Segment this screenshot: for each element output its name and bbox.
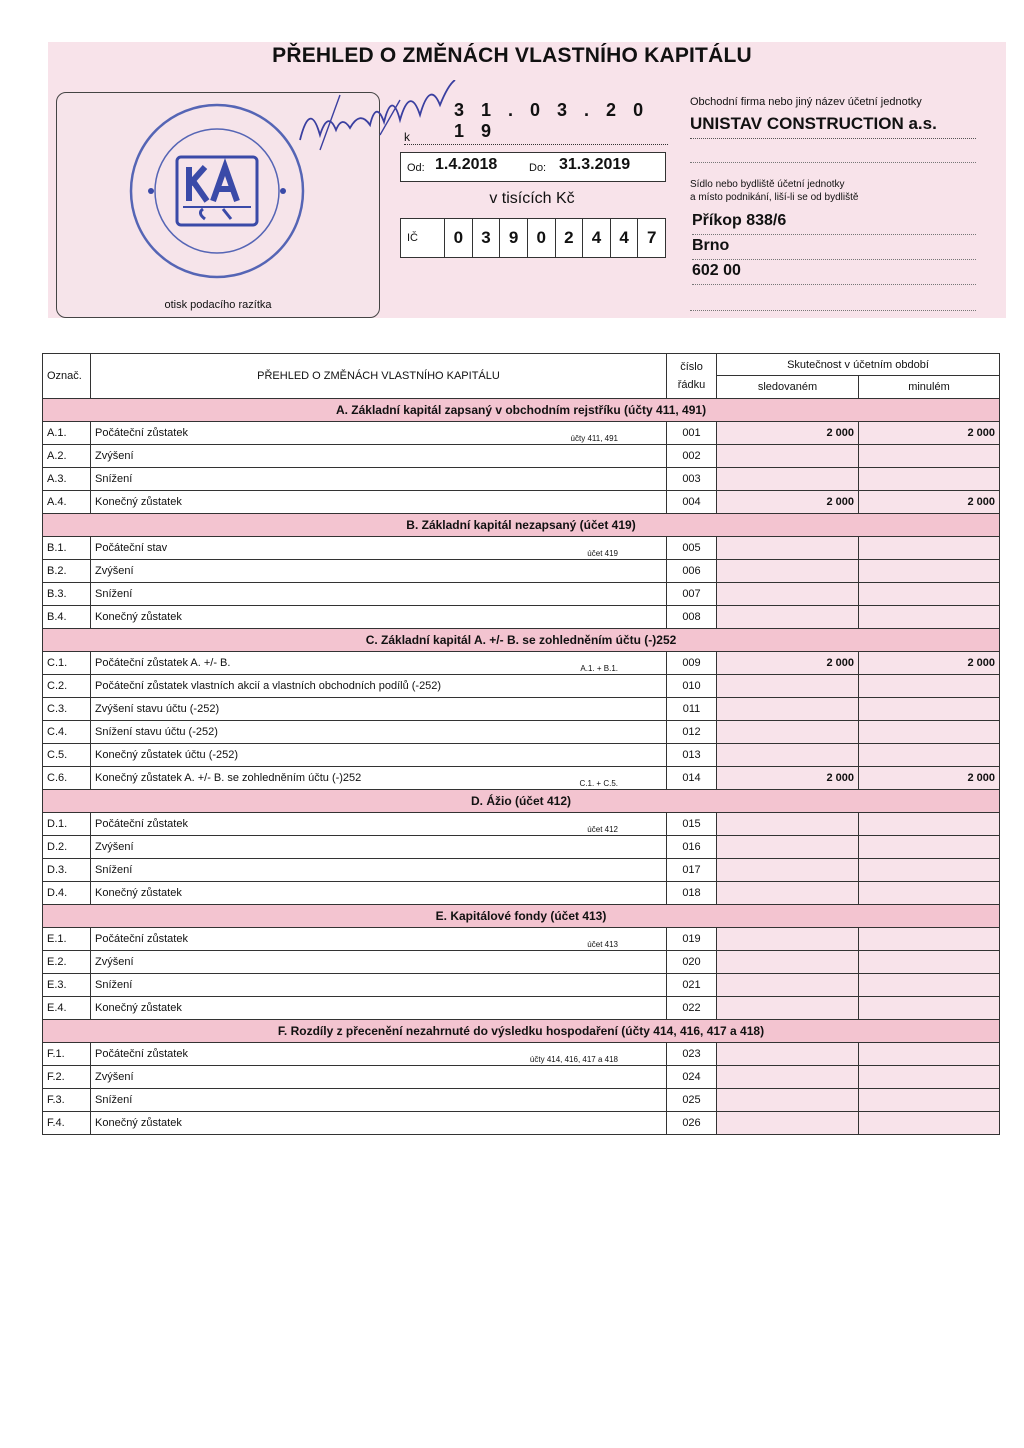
row-label-cell	[91, 583, 667, 606]
row-label: Konečný zůstatek	[95, 496, 182, 508]
value-previous	[859, 836, 1000, 859]
value-previous	[859, 974, 1000, 997]
value-current	[717, 997, 859, 1020]
value-previous	[859, 951, 1000, 974]
value-previous: 2 000	[859, 767, 1000, 790]
row-label: Zvýšení	[95, 1071, 134, 1083]
row-label: Snížení	[95, 864, 133, 876]
address-city: Brno	[692, 237, 976, 260]
row-hint: účet 412	[587, 825, 618, 834]
row-label-cell	[91, 1066, 667, 1089]
row-number: 005	[667, 537, 717, 560]
col-header-previous: minulém	[859, 376, 1000, 399]
row-number: 006	[667, 560, 717, 583]
value-previous: 2 000	[859, 491, 1000, 514]
section-title: C. Základní kapitál A. +/- B. se zohledněním účtu (-)252	[43, 629, 1000, 652]
period-od-label: Od:	[407, 162, 425, 174]
ico-box	[400, 218, 666, 258]
stamp-caption: otisk podacího razítka	[164, 299, 272, 311]
value-previous	[859, 1043, 1000, 1066]
col-header-desc: PŘEHLED O ZMĚNÁCH VLASTNÍHO KAPITÁLU	[91, 354, 667, 399]
balance-date: 3 1 . 0 3 . 2 0 1 9	[454, 100, 650, 141]
row-number: 013	[667, 744, 717, 767]
table-row	[43, 445, 1000, 468]
value-current	[717, 468, 859, 491]
table-row	[43, 583, 1000, 606]
firm-caption: Obchodní firma nebo jiný název účetní jednotky	[690, 96, 922, 108]
row-label-cell	[91, 698, 667, 721]
table-row	[43, 698, 1000, 721]
section-row	[43, 1020, 1000, 1043]
row-number: 008	[667, 606, 717, 629]
row-label-cell	[91, 951, 667, 974]
table-row	[43, 675, 1000, 698]
value-previous	[859, 721, 1000, 744]
col-header-row-2: řádku	[677, 379, 706, 391]
value-previous	[859, 606, 1000, 629]
row-label-cell	[91, 422, 667, 445]
value-previous	[859, 1066, 1000, 1089]
value-current	[717, 675, 859, 698]
value-previous	[859, 744, 1000, 767]
row-label: Konečný zůstatek A. +/- B. se zohledněním účtu (-)252	[95, 772, 362, 784]
value-current	[717, 1089, 859, 1112]
value-current	[717, 836, 859, 859]
address-street: Příkop 838/6	[692, 212, 976, 235]
section-title: A. Základní kapitál zapsaný v obchodním rejstříku (účty 411, 491)	[43, 399, 1000, 422]
value-current: 2 000	[717, 491, 859, 514]
value-previous	[859, 1112, 1000, 1135]
row-number: 016	[667, 836, 717, 859]
row-label-cell	[91, 652, 667, 675]
ico-digit: 4	[583, 219, 611, 257]
row-label: Snížení	[95, 473, 133, 485]
row-label-cell	[91, 836, 667, 859]
ico-digit: 2	[556, 219, 584, 257]
row-label-cell	[91, 721, 667, 744]
table-row	[43, 767, 1000, 790]
table-row	[43, 491, 1000, 514]
row-label: Počáteční stav	[95, 542, 168, 554]
table-row	[43, 859, 1000, 882]
row-label: Zvýšení	[95, 956, 134, 968]
row-code: F.2.	[43, 1066, 91, 1089]
ico-digit: 7	[646, 228, 657, 247]
row-code: C.6.	[43, 767, 91, 790]
row-code: E.2.	[43, 951, 91, 974]
value-current	[717, 560, 859, 583]
table-row	[43, 468, 1000, 491]
row-code: E.4.	[43, 997, 91, 1020]
section-title: D. Ážio (účet 412)	[43, 790, 1000, 813]
value-previous	[859, 882, 1000, 905]
row-number: 026	[667, 1112, 717, 1135]
row-label: Počáteční zůstatek	[95, 818, 188, 830]
row-code: B.4.	[43, 606, 91, 629]
row-hint: účty 411, 491	[570, 434, 618, 443]
row-label: Konečný zůstatek účtu (-252)	[95, 749, 239, 761]
row-code: D.4.	[43, 882, 91, 905]
table-row	[43, 606, 1000, 629]
row-hint: C.1. + C.5.	[579, 779, 618, 788]
row-number: 004	[667, 491, 717, 514]
row-label-cell	[91, 468, 667, 491]
row-label: Počáteční zůstatek vlastních akcií a vlastních obchodních podílů (-252)	[95, 680, 442, 692]
units-label: v tisících Kč	[489, 190, 575, 207]
col-header-code: Označ.	[43, 354, 91, 399]
table-row	[43, 951, 1000, 974]
row-number: 007	[667, 583, 717, 606]
row-label: Počáteční zůstatek	[95, 1048, 188, 1060]
row-code: E.3.	[43, 974, 91, 997]
row-label-cell	[91, 1089, 667, 1112]
table-row	[43, 928, 1000, 951]
section-row	[43, 629, 1000, 652]
value-current	[717, 583, 859, 606]
table-row	[43, 721, 1000, 744]
date-k-label: k	[404, 130, 410, 144]
section-title: E. Kapitálové fondy (účet 413)	[43, 905, 1000, 928]
col-header-current: sledovaném	[717, 376, 859, 399]
value-previous	[859, 813, 1000, 836]
table-row	[43, 560, 1000, 583]
row-label-cell	[91, 1112, 667, 1135]
row-hint: účet 419	[587, 549, 618, 558]
period-do-label: Do:	[529, 162, 547, 174]
value-current	[717, 882, 859, 905]
value-current	[717, 721, 859, 744]
row-code: C.4.	[43, 721, 91, 744]
row-label: Zvýšení	[95, 841, 134, 853]
row-number: 001	[667, 422, 717, 445]
row-hint: účty 414, 416, 417 a 418	[529, 1055, 618, 1064]
row-number: 018	[667, 882, 717, 905]
ico-digit: 0	[445, 219, 473, 257]
table-row	[43, 744, 1000, 767]
table-row	[43, 422, 1000, 445]
row-label-cell	[91, 560, 667, 583]
value-current	[717, 606, 859, 629]
row-number: 003	[667, 468, 717, 491]
value-previous	[859, 997, 1000, 1020]
row-code: C.5.	[43, 744, 91, 767]
period-box	[400, 152, 666, 182]
row-number: 011	[667, 698, 717, 721]
seat-caption	[690, 178, 858, 204]
row-label-cell	[91, 859, 667, 882]
table-header-row	[43, 354, 1000, 376]
value-current	[717, 813, 859, 836]
equity-changes-table	[42, 353, 1000, 1135]
value-current: 2 000	[717, 767, 859, 790]
page-title: PŘEHLED O ZMĚNÁCH VLASTNÍHO KAPITÁLU	[272, 44, 752, 67]
row-label: Počáteční zůstatek	[95, 427, 188, 439]
row-hint: A.1. + B.1.	[580, 664, 618, 673]
row-label: Snížení	[95, 588, 133, 600]
table-row	[43, 813, 1000, 836]
row-label: Zvýšení	[95, 565, 134, 577]
section-title: B. Základní kapitál nezapsaný (účet 419)	[43, 514, 1000, 537]
row-number: 022	[667, 997, 717, 1020]
row-label: Počáteční zůstatek	[95, 933, 188, 945]
value-current	[717, 974, 859, 997]
row-number: 025	[667, 1089, 717, 1112]
row-code: F.3.	[43, 1089, 91, 1112]
value-current	[717, 744, 859, 767]
row-label: Snížení	[95, 1094, 133, 1106]
value-previous	[859, 560, 1000, 583]
row-label-cell	[91, 767, 667, 790]
row-code: A.2.	[43, 445, 91, 468]
row-code: B.1.	[43, 537, 91, 560]
row-code: A.4.	[43, 491, 91, 514]
period-od-value: 1.4.2018	[435, 156, 498, 173]
value-current	[717, 698, 859, 721]
table-row	[43, 1089, 1000, 1112]
section-title: F. Rozdíly z přecenění nezahrnuté do výsledku hospodaření (účty 414, 416, 417 a 418)	[43, 1020, 1000, 1043]
row-label-cell	[91, 1043, 667, 1066]
row-hint: účet 413	[587, 940, 618, 949]
value-previous	[859, 468, 1000, 491]
row-code: B.2.	[43, 560, 91, 583]
row-label-cell	[91, 491, 667, 514]
value-current: 2 000	[717, 422, 859, 445]
table-row	[43, 1066, 1000, 1089]
row-number: 017	[667, 859, 717, 882]
table-row	[43, 537, 1000, 560]
value-previous	[859, 675, 1000, 698]
col-header-row-number	[667, 354, 717, 399]
row-label-cell	[91, 974, 667, 997]
value-previous	[859, 445, 1000, 468]
row-code: D.1.	[43, 813, 91, 836]
row-code: C.3.	[43, 698, 91, 721]
address-zip: 602 00	[692, 262, 976, 285]
row-number: 021	[667, 974, 717, 997]
row-number: 019	[667, 928, 717, 951]
value-current	[717, 445, 859, 468]
row-label-cell	[91, 928, 667, 951]
value-previous	[859, 537, 1000, 560]
section-row	[43, 905, 1000, 928]
row-label: Zvýšení stavu účtu (-252)	[95, 703, 220, 715]
row-code: F.4.	[43, 1112, 91, 1135]
ico-digit: 9	[500, 219, 528, 257]
value-previous: 2 000	[859, 652, 1000, 675]
row-label: Snížení stavu účtu (-252)	[95, 726, 218, 738]
firm-name: UNISTAV CONSTRUCTION a.s.	[690, 114, 976, 139]
value-current	[717, 1112, 859, 1135]
value-current	[717, 537, 859, 560]
row-label: Konečný zůstatek	[95, 887, 182, 899]
period-do-value: 31.3.2019	[559, 156, 631, 173]
value-previous	[859, 583, 1000, 606]
row-label-cell	[91, 606, 667, 629]
row-label: Konečný zůstatek	[95, 1002, 182, 1014]
table-row	[43, 836, 1000, 859]
table-body	[43, 354, 1000, 1135]
row-code: F.1.	[43, 1043, 91, 1066]
table-row	[43, 1043, 1000, 1066]
section-row	[43, 514, 1000, 537]
row-number: 014	[667, 767, 717, 790]
ico-digit: 0	[528, 219, 556, 257]
row-number: 010	[667, 675, 717, 698]
row-label: Zvýšení	[95, 450, 134, 462]
row-number: 015	[667, 813, 717, 836]
col-header-actual: Skutečnost v účetním období	[717, 354, 1000, 376]
row-code: B.3.	[43, 583, 91, 606]
table-row	[43, 1112, 1000, 1135]
row-label-cell	[91, 997, 667, 1020]
value-previous	[859, 698, 1000, 721]
dotted-line	[690, 162, 976, 163]
value-current	[717, 1043, 859, 1066]
row-label-cell	[91, 537, 667, 560]
value-current: 2 000	[717, 652, 859, 675]
row-label: Počáteční zůstatek A. +/- B.	[95, 657, 231, 669]
value-previous	[859, 928, 1000, 951]
value-current	[717, 859, 859, 882]
row-code: C.1.	[43, 652, 91, 675]
row-number: 002	[667, 445, 717, 468]
row-label-cell	[91, 675, 667, 698]
row-code: C.2.	[43, 675, 91, 698]
value-current	[717, 951, 859, 974]
row-code: D.3.	[43, 859, 91, 882]
row-label-cell	[91, 445, 667, 468]
row-code: D.2.	[43, 836, 91, 859]
seat-caption-line-1: Sídlo nebo bydliště účetní jednotky	[690, 179, 845, 190]
row-number: 020	[667, 951, 717, 974]
value-previous	[859, 859, 1000, 882]
row-number: 012	[667, 721, 717, 744]
row-code: A.3.	[43, 468, 91, 491]
row-label-cell	[91, 882, 667, 905]
section-row	[43, 790, 1000, 813]
row-label: Snížení	[95, 979, 133, 991]
date-line	[404, 100, 668, 145]
table-row	[43, 652, 1000, 675]
row-number: 024	[667, 1066, 717, 1089]
row-label: Konečný zůstatek	[95, 611, 182, 623]
ico-digit: 4	[611, 219, 639, 257]
ico-digit: 3	[473, 219, 501, 257]
col-header-row-1: číslo	[680, 361, 703, 373]
seat-caption-line-2: a místo podnikání, liší-li se od bydliště	[690, 192, 859, 203]
table-row	[43, 974, 1000, 997]
value-previous: 2 000	[859, 422, 1000, 445]
dotted-line	[690, 310, 976, 311]
section-row	[43, 399, 1000, 422]
table-row	[43, 882, 1000, 905]
row-label: Konečný zůstatek	[95, 1117, 182, 1129]
ico-label: IČ	[401, 219, 445, 257]
value-previous	[859, 1089, 1000, 1112]
row-code: A.1.	[43, 422, 91, 445]
row-number: 009	[667, 652, 717, 675]
value-current	[717, 1066, 859, 1089]
table-row	[43, 997, 1000, 1020]
value-current	[717, 928, 859, 951]
row-code: E.1.	[43, 928, 91, 951]
row-label-cell	[91, 744, 667, 767]
row-label-cell	[91, 813, 667, 836]
row-number: 023	[667, 1043, 717, 1066]
